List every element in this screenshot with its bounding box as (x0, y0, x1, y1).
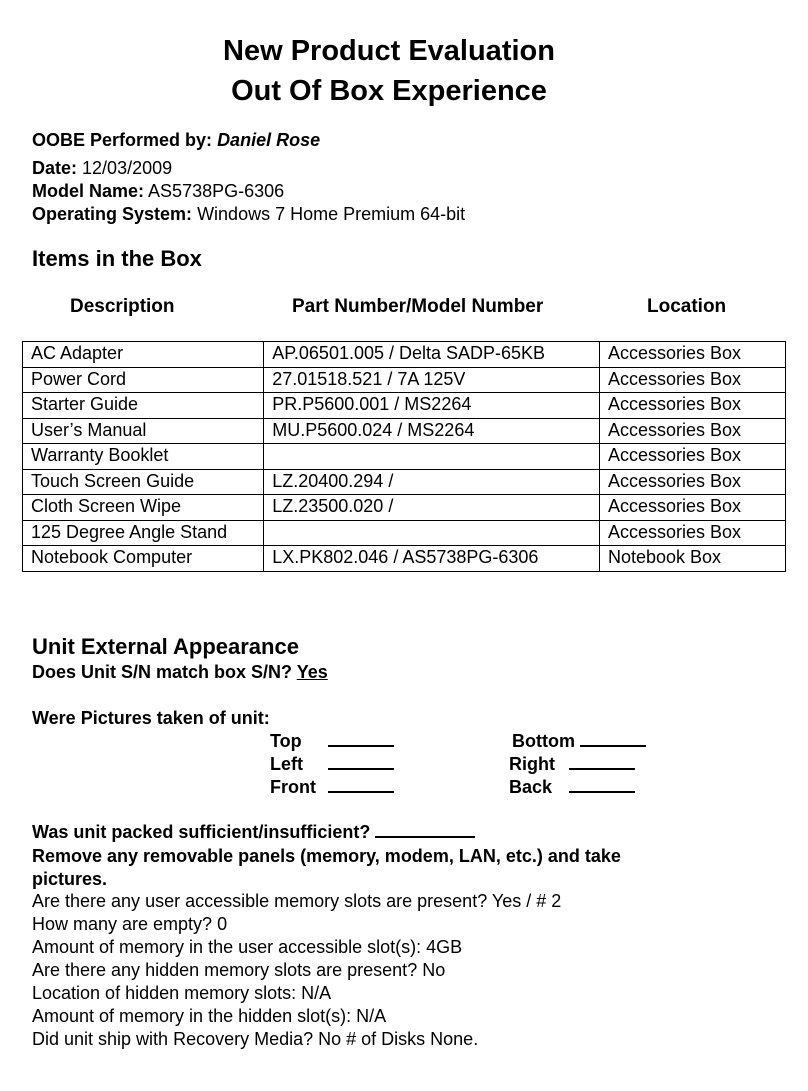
pic-front (270, 777, 394, 798)
pic-left-blank (328, 754, 394, 770)
model-label: Model Name: (32, 181, 145, 201)
cell-location: Accessories Box (599, 444, 785, 470)
cell-description: AC Adapter (23, 342, 264, 368)
cell-description: 125 Degree Angle Stand (23, 520, 264, 546)
pic-top (270, 731, 394, 752)
cell-location: Accessories Box (599, 469, 785, 495)
cell-part-number: LX.PK802.046 / AS5738PG-6306 (264, 546, 600, 572)
performed-label: OOBE Performed by: (32, 130, 213, 150)
pic-front-label: Front (270, 777, 316, 797)
cell-part-number (264, 520, 600, 546)
cell-part-number: 27.01518.521 / 7A 125V (264, 367, 600, 393)
date-label: Date: (32, 158, 78, 178)
cell-location: Accessories Box (599, 342, 785, 368)
column-header-location: Location (647, 296, 727, 317)
column-header-part-number: Part Number/Model Number (292, 296, 544, 317)
pic-right-label: Right (509, 754, 555, 774)
pic-back-blank (569, 777, 635, 793)
items-table (22, 341, 786, 572)
pic-back (509, 777, 635, 798)
hidden-slots-line: Are there any hidden memory slots are present? No (32, 960, 446, 980)
pic-top-label: Top (270, 731, 302, 751)
table-row (23, 469, 786, 495)
cell-part-number (264, 444, 600, 470)
cell-location: Accessories Box (599, 418, 785, 444)
table-row (23, 520, 786, 546)
remove-panels-line-2: pictures. (32, 869, 108, 889)
memory-amount-line: Amount of memory in the user accessible slot(s): 4GB (32, 937, 463, 957)
recovery-media-line: Did unit ship with Recovery Media? No # of Disks None. (32, 1029, 479, 1049)
performed-by (32, 130, 320, 151)
column-header-description: Description (70, 296, 175, 317)
cell-description: Touch Screen Guide (23, 469, 264, 495)
pic-right-blank (569, 754, 635, 770)
pictures-question: Were Pictures taken of unit: (32, 708, 270, 728)
pic-top-blank (328, 731, 394, 747)
packed-question-line (32, 822, 475, 843)
cell-location: Notebook Box (599, 546, 785, 572)
performed-value: Daniel Rose (217, 130, 321, 150)
cell-description: Cloth Screen Wipe (23, 495, 264, 521)
sn-question: Does Unit S/N match box S/N? (32, 662, 293, 682)
sn-question-line (32, 662, 328, 683)
cell-location: Accessories Box (599, 520, 785, 546)
pic-left-label: Left (270, 754, 303, 774)
model-value: AS5738PG-6306 (148, 181, 285, 201)
external-heading: Unit External Appearance (32, 634, 299, 659)
cell-description: Notebook Computer (23, 546, 264, 572)
pic-right (509, 754, 635, 775)
table-row (23, 367, 786, 393)
pic-left (270, 754, 394, 775)
memory-slots-line: Are there any user accessible memory slots are present? Yes / # 2 (32, 891, 562, 911)
items-heading: Items in the Box (32, 246, 202, 271)
cell-description: Power Cord (23, 367, 264, 393)
empty-slots-line: How many are empty? 0 (32, 914, 228, 934)
hidden-amount-line: Amount of memory in the hidden slot(s): N/A (32, 1006, 387, 1026)
table-row (23, 342, 786, 368)
hidden-location-line: Location of hidden memory slots: N/A (32, 983, 332, 1003)
table-row (23, 444, 786, 470)
cell-location: Accessories Box (599, 367, 785, 393)
title-line-1: New Product Evaluation (223, 35, 555, 67)
cell-part-number: AP.06501.005 / Delta SADP-65KB (264, 342, 600, 368)
date-line (32, 158, 172, 179)
pic-bottom-blank (580, 731, 646, 747)
packed-blank (375, 822, 475, 838)
pic-back-label: Back (509, 777, 553, 797)
os-line (32, 204, 465, 225)
os-value: Windows 7 Home Premium 64-bit (197, 204, 466, 224)
title-line-2: Out Of Box Experience (231, 75, 547, 107)
table-row (23, 418, 786, 444)
cell-description: Warranty Booklet (23, 444, 264, 470)
sn-answer: Yes (296, 662, 328, 682)
packed-question: Was unit packed sufficient/insufficient? (32, 822, 371, 842)
cell-location: Accessories Box (599, 393, 785, 419)
cell-part-number: MU.P5600.024 / MS2264 (264, 418, 600, 444)
cell-description: Starter Guide (23, 393, 264, 419)
remove-panels-line-1: Remove any removable panels (memory, modem, LAN, etc.) and take (32, 846, 621, 866)
pic-bottom-label: Bottom (512, 731, 575, 751)
cell-part-number: LZ.20400.294 / (264, 469, 600, 495)
table-row (23, 495, 786, 521)
pic-front-blank (328, 777, 394, 793)
cell-part-number: LZ.23500.020 / (264, 495, 600, 521)
table-row (23, 393, 786, 419)
cell-part-number: PR.P5600.001 / MS2264 (264, 393, 600, 419)
os-label: Operating System: (32, 204, 193, 224)
date-value: 12/03/2009 (82, 158, 173, 178)
cell-description: User’s Manual (23, 418, 264, 444)
cell-location: Accessories Box (599, 495, 785, 521)
pic-bottom (512, 731, 646, 752)
table-row (23, 546, 786, 572)
model-line (32, 181, 284, 202)
